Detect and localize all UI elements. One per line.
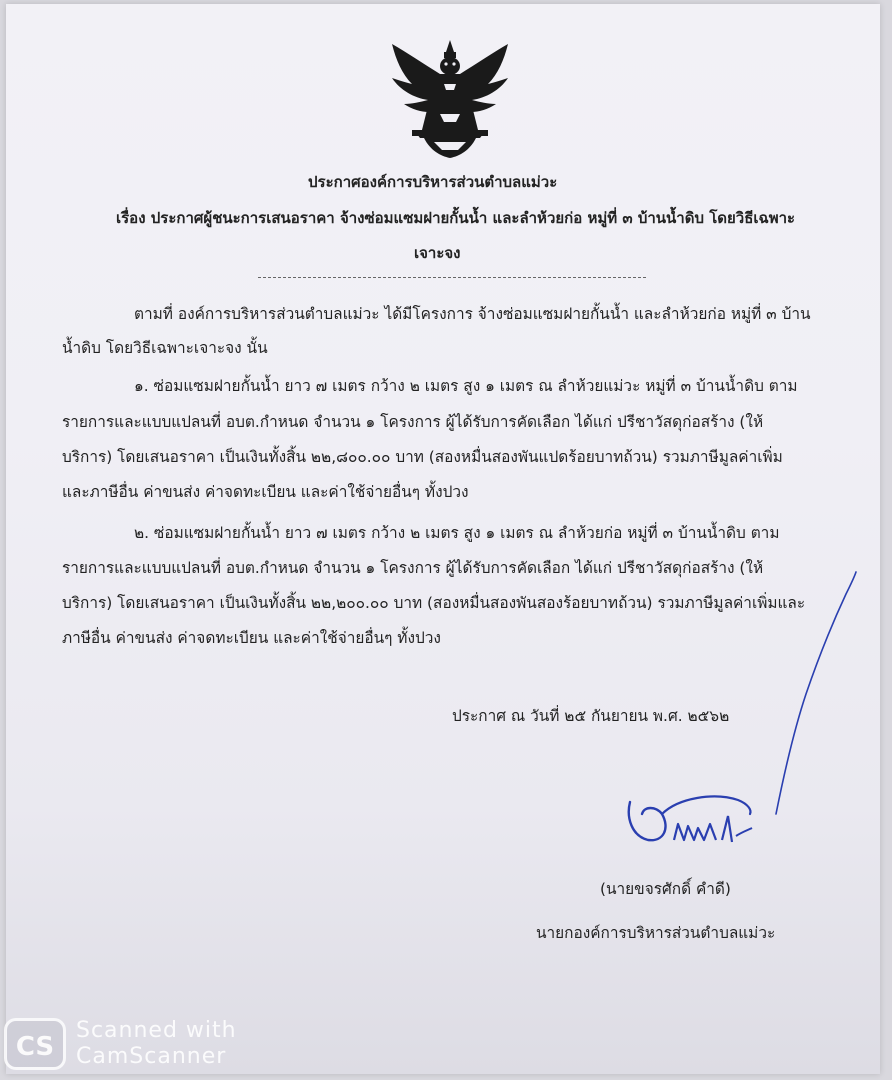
intro-line-1: ตามที่ องค์การบริหารส่วนตำบลแม่วะ ได้มีโครงการ จ้างซ่อมแซมฝายกั้นน้ำ และลำห้วยก่อ หมู่ที่ ๓ บ้าน xyxy=(134,305,811,323)
item1-line-1: ๑. ซ่อมแซมฝายกั้นน้ำ ยาว ๗ เมตร กว้าง ๒ เมตร สูง ๑ เมตร ณ ลำห้วยแม่วะ หมู่ที่ ๓ บ้านน้ำดิบ ตาม xyxy=(134,377,798,395)
title-divider xyxy=(258,277,646,278)
watermark-line-2: CamScanner xyxy=(76,1044,227,1069)
camscanner-logo-icon: CS xyxy=(4,1018,66,1070)
pen-stroke-mark xyxy=(766,564,866,824)
intro-line-2: น้ำดิบ โดยวิธีเฉพาะเจาะจง นั้น xyxy=(62,339,268,357)
item1-line-3: บริการ) โดยเสนอราคา เป็นเงินทั้งสิ้น ๒๒,๘๐๐.๐๐ บาท (สองหมื่นสองพันแปดร้อยบาทถ้วน) รวมภาษีมูลค่าเพิ่ม xyxy=(62,448,783,466)
document-page xyxy=(6,4,880,1074)
item2-line-3: บริการ) โดยเสนอราคา เป็นเงินทั้งสิ้น ๒๒,๒๐๐.๐๐ บาท (สองหมื่นสองพันสองร้อยบาทถ้วน) รวมภาษีมูลค่าเพิ่มและ xyxy=(62,594,806,612)
item2-line-4: ภาษีอื่น ค่าขนส่ง ค่าจดทะเบียน และค่าใช้จ่ายอื่นๆ ทั้งปวง xyxy=(62,629,441,647)
announcement-date: ประกาศ ณ วันที่ ๒๕ กันยายน พ.ศ. ๒๕๖๒ xyxy=(452,707,730,725)
watermark-line-1: Scanned with xyxy=(76,1018,237,1043)
item2-line-2: รายการและแบบแปลนที่ อบต.กำหนด จำนวน ๑ โครงการ ผู้ได้รับการคัดเลือก ได้แก่ ปรีชาวัสดุก่อสร้าง (ให้ xyxy=(62,559,764,577)
garuda-emblem-icon xyxy=(384,34,516,166)
subject-line-2: เจาะจง xyxy=(414,244,461,262)
announcement-title: ประกาศองค์การบริหารส่วนตำบลแม่วะ xyxy=(308,173,558,191)
item1-line-4: และภาษีอื่น ค่าขนส่ง ค่าจดทะเบียน และค่าใช้จ่ายอื่นๆ ทั้งปวง xyxy=(62,483,469,501)
subject-line-1: เรื่อง ประกาศผู้ชนะการเสนอราคา จ้างซ่อมแซมฝายกั้นน้ำ และลำห้วยก่อ หมู่ที่ ๓ บ้านน้ำดิบ โดยวิธีเฉพาะ xyxy=(116,209,796,227)
signer-position: นายกองค์การบริหารส่วนตำบลแม่วะ xyxy=(536,924,776,942)
item1-line-2: รายการและแบบแปลนที่ อบต.กำหนด จำนวน ๑ โครงการ ผู้ได้รับการคัดเลือก ได้แก่ ปรีชาวัสดุก่อสร้าง (ให้ xyxy=(62,413,764,431)
item2-line-1: ๒. ซ่อมแซมฝายกั้นน้ำ ยาว ๗ เมตร กว้าง ๒ เมตร สูง ๑ เมตร ณ ลำห้วยก่อ หมู่ที่ ๓ บ้านน้ำดิบ ตาม xyxy=(134,524,780,542)
handwritten-signature xyxy=(618,784,768,854)
signer-name: (นายขจรศักดิ์ คำดี) xyxy=(600,880,731,898)
